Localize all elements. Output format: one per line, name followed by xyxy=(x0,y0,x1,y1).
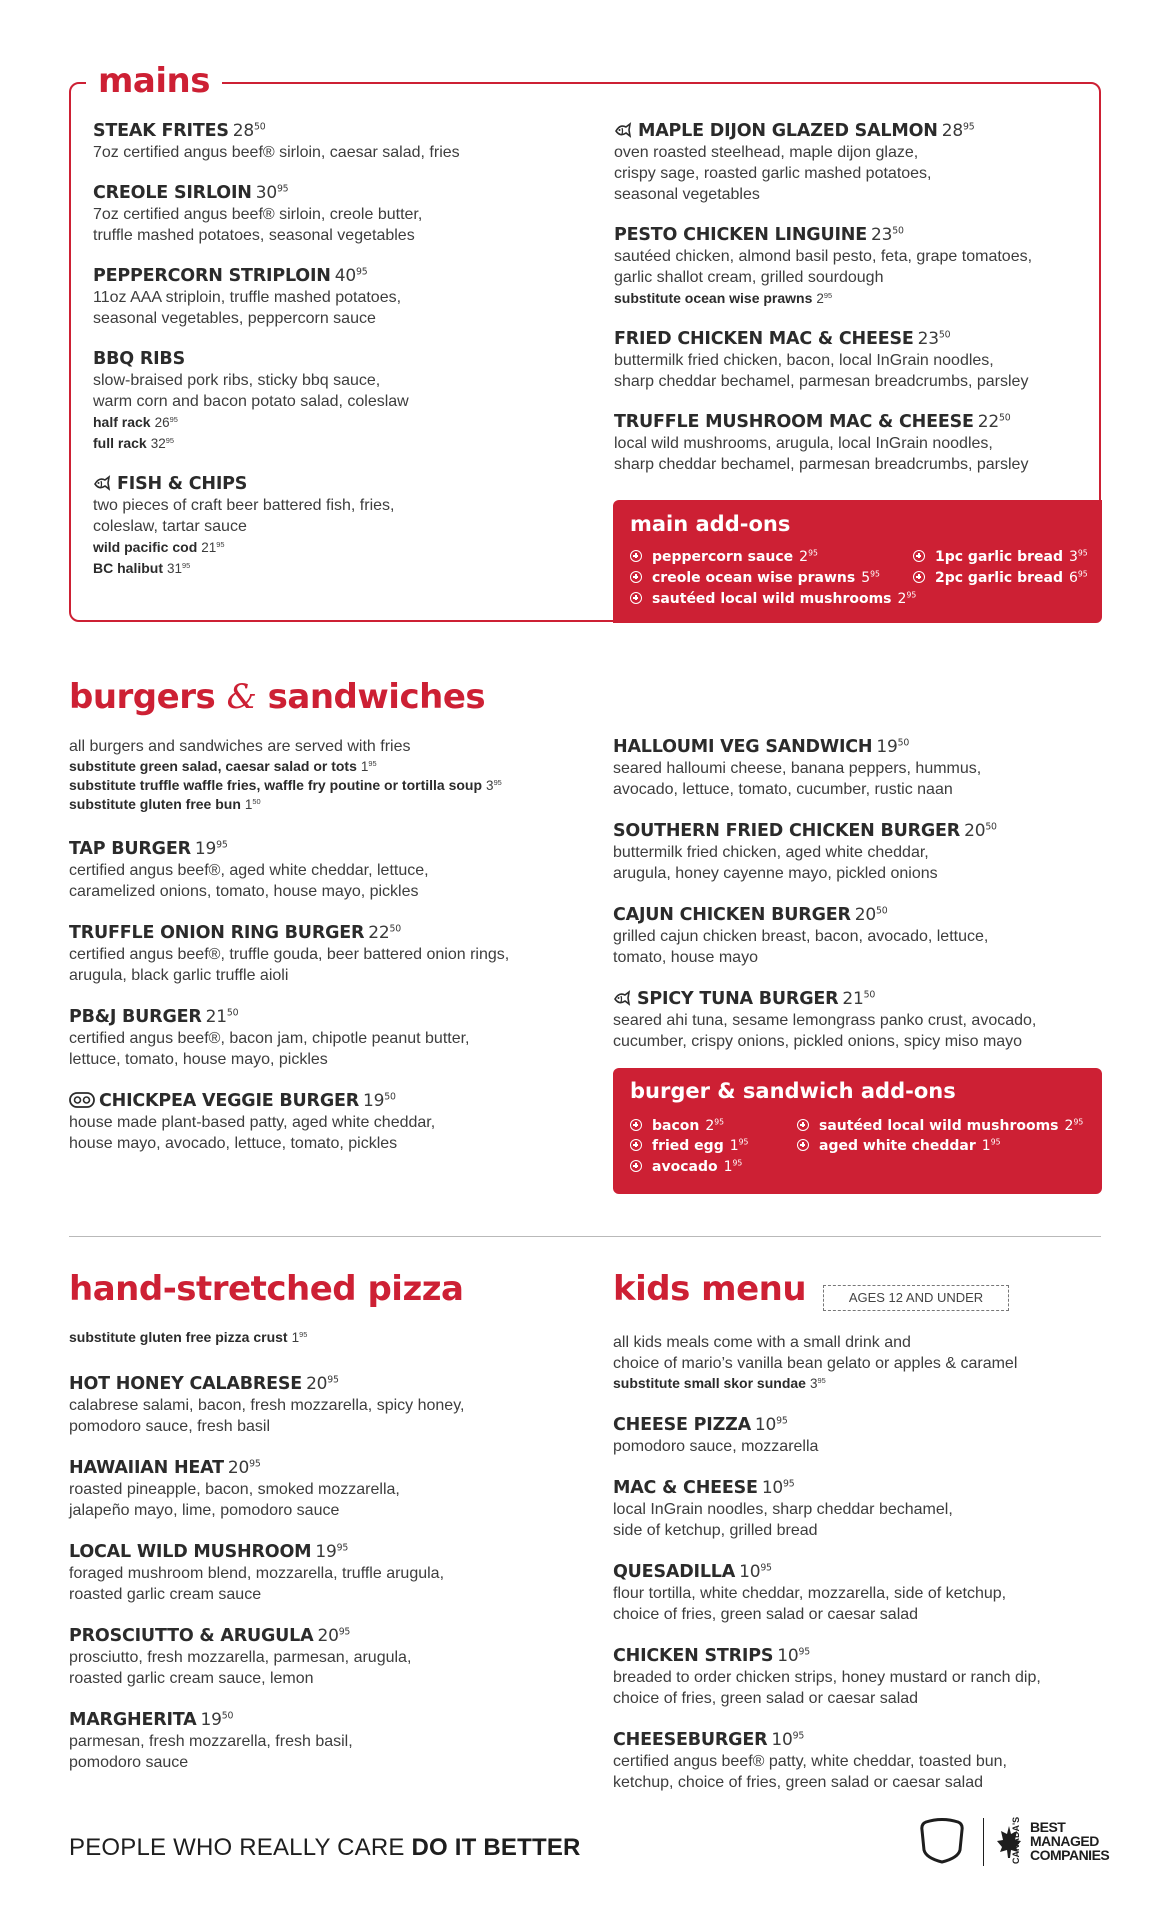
menu-item-price: $10^{95}$ xyxy=(754,1415,788,1435)
menu-item xyxy=(69,1457,609,1521)
sustainable-fish-icon xyxy=(613,990,631,1006)
menu-item xyxy=(613,988,1103,1052)
menu-item-description: roasted garlic cream sauce xyxy=(69,1586,262,1603)
menu-item-name: TRUFFLE ONION RING BURGER $22^{50}$ xyxy=(69,923,402,943)
menu-item-price: $20^{95}$ xyxy=(306,1374,339,1394)
mains-title: mains xyxy=(98,61,210,101)
addon-price: $3^{95}$ xyxy=(1068,548,1088,565)
menu-item-option: half rack $26^{95}$ xyxy=(93,414,178,430)
kids-intro-line-2: choice of mario’s vanilla bean gelato or apples & caramel xyxy=(613,1355,1018,1372)
menu-item-description: truffle mashed potatoes, seasonal vegetables xyxy=(93,227,415,244)
plus-circle-icon xyxy=(630,1119,642,1131)
menu-item-option-price: $21^{95}$ xyxy=(201,539,225,555)
addon-item: aged white cheddar $1^{95}$ xyxy=(797,1136,1001,1156)
menu-item-description: choice of fries, green salad or caesar salad xyxy=(613,1690,919,1707)
kids-sub-price: $3^{95}$ xyxy=(809,1375,826,1391)
menu-item-price: $20^{95}$ xyxy=(227,1458,261,1478)
menu-item-price: $21^{50}$ xyxy=(205,1007,239,1027)
section-divider xyxy=(69,1236,1101,1237)
burgers-intro-option-price: $1^{95}$ xyxy=(360,758,377,774)
menu-item-price: $23^{50}$ xyxy=(870,225,904,245)
menu-item-name: TRUFFLE MUSHROOM MAC & CHEESE $22^{50}$ xyxy=(614,412,1011,432)
menu-item xyxy=(93,120,593,163)
award-line-2: MANAGED xyxy=(1030,1833,1099,1849)
menu-item-description: pomodoro sauce xyxy=(69,1754,189,1771)
addon-item: avocado $1^{95}$ xyxy=(630,1157,742,1177)
menu-item-option: substitute ocean wise prawns $2^{95}$ xyxy=(614,290,833,306)
menu-item-description: seasonal vegetables, peppercorn sauce xyxy=(93,310,376,327)
menu-item-option-price: $31^{95}$ xyxy=(167,560,191,576)
addon-item: sautéed local wild mushrooms $2^{95}$ xyxy=(797,1116,1083,1136)
addon-price: $2^{95}$ xyxy=(799,548,818,565)
menu-item-name: MAPLE DIJON GLAZED SALMON $28^{95}$ xyxy=(614,120,1094,142)
burgers-intro-option: substitute truffle waffle fries, waffle fry poutine or tortilla soup $3^{95}$ xyxy=(69,777,502,793)
mains-left-column xyxy=(93,120,593,598)
plus-circle-icon xyxy=(630,571,642,583)
burgers-title-ampersand: & xyxy=(226,677,257,717)
sustainable-fish-icon xyxy=(93,475,111,491)
burgers-left-column xyxy=(69,838,609,1174)
menu-item-description: certified angus beef®, aged white cheddar, lettuce, xyxy=(69,862,429,879)
menu-item-option: wild pacific cod $21^{95}$ xyxy=(93,539,225,555)
award-line-3: COMPANIES xyxy=(1030,1847,1110,1863)
menu-item xyxy=(69,1090,609,1154)
menu-item-name: MAC & CHEESE $10^{95}$ xyxy=(613,1478,795,1498)
kids-intro xyxy=(613,1332,1103,1393)
menu-item-description: local wild mushrooms, arugula, local InGrain noodles, xyxy=(614,435,993,452)
addon-item: 2pc garlic bread $6^{95}$ xyxy=(913,568,1088,588)
menu-item-name: TAP BURGER $19^{95}$ xyxy=(69,839,228,859)
menu-item xyxy=(613,1414,1103,1457)
tagline xyxy=(69,1834,581,1862)
menu-item-name: PB&J BURGER $21^{50}$ xyxy=(69,1007,239,1027)
menu-item xyxy=(614,120,1094,205)
menu-item-description: ketchup, choice of fries, green salad or caesar salad xyxy=(613,1774,983,1791)
menu-item-description: seared halloumi cheese, banana peppers, hummus, xyxy=(613,760,982,777)
menu-item xyxy=(93,348,593,454)
menu-item-price: $10^{95}$ xyxy=(761,1478,795,1498)
menu-item-description: pomodoro sauce, mozzarella xyxy=(613,1438,819,1455)
menu-item-description: grilled cajun chicken breast, bacon, avocado, lettuce, xyxy=(613,928,989,945)
burgers-intro xyxy=(69,736,609,814)
pizza-column xyxy=(69,1373,609,1793)
menu-item-name: STEAK FRITES $28^{50}$ xyxy=(93,121,266,141)
menu-item-description: choice of fries, green salad or caesar salad xyxy=(613,1606,919,1623)
menu-item-price: $28^{50}$ xyxy=(232,121,266,141)
menu-item-description: avocado, lettuce, tomato, cucumber, rustic naan xyxy=(613,781,953,798)
menu-item-description: oven roasted steelhead, maple dijon glaze, xyxy=(614,144,919,161)
addon-price: $6^{95}$ xyxy=(1068,569,1088,586)
kids-title: kids menu xyxy=(613,1269,807,1309)
menu-item xyxy=(69,1006,609,1070)
addon-item: creole ocean wise prawns $5^{95}$ xyxy=(630,568,880,588)
footer-separator xyxy=(983,1818,984,1866)
menu-item-description: certified angus beef®, bacon jam, chipotle peanut butter, xyxy=(69,1030,470,1047)
ages-badge: AGES 12 AND UNDER xyxy=(823,1285,1009,1311)
menu-item-option-price: $2^{95}$ xyxy=(816,290,833,306)
kids-sub-label: substitute small skor sundae xyxy=(613,1375,806,1391)
menu-item-price: $19^{50}$ xyxy=(876,737,910,757)
burgers-intro-text: all burgers and sandwiches are served with fries xyxy=(69,738,411,755)
menu-item-option: full rack $32^{95}$ xyxy=(93,435,174,451)
menu-item xyxy=(613,904,1103,968)
menu-item xyxy=(93,265,593,329)
addon-price: $2^{95}$ xyxy=(1064,1117,1084,1134)
menu-item-name: QUESADILLA $10^{95}$ xyxy=(613,1562,772,1582)
menu-item-price: $10^{95}$ xyxy=(739,1562,772,1582)
mains-title-wrap xyxy=(86,61,222,102)
menu-item-description: two pieces of craft beer battered fish, fries, xyxy=(93,497,395,514)
menu-item-description: buttermilk fried chicken, bacon, local InGrain noodles, xyxy=(614,352,994,369)
burger-addons-box xyxy=(613,1068,1102,1194)
plus-circle-icon xyxy=(913,550,925,562)
addon-item: sautéed local wild mushrooms $2^{95}$ xyxy=(630,589,916,609)
addon-item: fried egg $1^{95}$ xyxy=(630,1136,748,1156)
menu-item xyxy=(69,1373,609,1437)
menu-item-description: flour tortilla, white cheddar, mozzarella, side of ketchup, xyxy=(613,1585,1007,1602)
addon-price: $1^{95}$ xyxy=(729,1137,749,1154)
menu-item-description: house mayo, avocado, lettuce, tomato, pickles xyxy=(69,1135,398,1152)
menu-item-name: LOCAL WILD MUSHROOM $19^{95}$ xyxy=(69,1542,349,1562)
menu-item-price: $19^{50}$ xyxy=(363,1091,396,1111)
menu-item xyxy=(614,224,1094,309)
menu-item-description: breaded to order chicken strips, honey mustard or ranch dip, xyxy=(613,1669,1041,1686)
menu-item xyxy=(614,411,1094,475)
plus-circle-icon xyxy=(797,1119,809,1131)
menu-item-option-price: $26^{95}$ xyxy=(154,414,178,430)
menu-item-price: $40^{95}$ xyxy=(334,266,368,286)
plus-circle-icon xyxy=(630,1139,642,1151)
menu-item-name: CREOLE SIRLOIN $30^{95}$ xyxy=(93,183,289,203)
menu-item xyxy=(69,1625,609,1689)
pizza-sub-price: $1^{95}$ xyxy=(291,1329,308,1345)
pizza-title: hand-stretched pizza xyxy=(69,1269,464,1309)
tagline-bold: DO IT BETTER xyxy=(411,1834,581,1861)
menu-item-price: $22^{50}$ xyxy=(368,923,402,943)
menu-item-description: roasted pineapple, bacon, smoked mozzarella, xyxy=(69,1481,400,1498)
menu-item-description: lettuce, tomato, house mayo, pickles xyxy=(69,1051,328,1068)
menu-item-description: arugula, honey cayenne mayo, pickled onions xyxy=(613,865,938,882)
menu-item-description: warm corn and bacon potato salad, coleslaw xyxy=(93,393,409,410)
addon-price: $2^{95}$ xyxy=(897,590,917,607)
burgers-intro-option-price: $3^{95}$ xyxy=(486,777,502,793)
menu-item xyxy=(614,328,1094,392)
menu-item xyxy=(613,820,1103,884)
burgers-intro-option: substitute green salad, caesar salad or tots $1^{95}$ xyxy=(69,758,377,774)
kids-intro-line-1: all kids meals come with a small drink and xyxy=(613,1334,911,1351)
addon-item: peppercorn sauce $2^{95}$ xyxy=(630,547,818,567)
menu-item-name: BBQ RIBS xyxy=(93,349,185,369)
burgers-title-word2: sandwiches xyxy=(267,677,486,717)
menu-item-name: PESTO CHICKEN LINGUINE $23^{50}$ xyxy=(614,225,904,245)
menu-item-description: sharp cheddar bechamel, parmesan breadcrumbs, parsley xyxy=(614,373,1029,390)
menu-item-name: PROSCIUTTO & ARUGULA $20^{95}$ xyxy=(69,1626,351,1646)
menu-item-description: sharp cheddar bechamel, parmesan breadcrumbs, parsley xyxy=(614,456,1029,473)
menu-item-price: $10^{95}$ xyxy=(777,1646,810,1666)
menu-item-description: jalapeño mayo, lime, pomodoro sauce xyxy=(69,1502,340,1519)
sustainable-fish-icon xyxy=(614,122,632,138)
menu-item-description: parmesan, fresh mozzarella, fresh basil, xyxy=(69,1733,353,1750)
menu-item-name: CHICKEN STRIPS $10^{95}$ xyxy=(613,1646,810,1666)
menu-item-description: caramelized onions, tomato, house mayo, pickles xyxy=(69,883,419,900)
menu-item-price: $10^{95}$ xyxy=(771,1730,805,1750)
menu-item-description: 7oz certified angus beef® sirloin, creole butter, xyxy=(93,206,423,223)
menu-item-price: $19^{50}$ xyxy=(200,1710,234,1730)
menu-item-description: coleslaw, tartar sauce xyxy=(93,518,247,535)
menu-item-description: house made plant-based patty, aged white cheddar, xyxy=(69,1114,436,1131)
menu-item-description: pomodoro sauce, fresh basil xyxy=(69,1418,270,1435)
menu-item-price: $21^{50}$ xyxy=(842,989,876,1009)
award-text xyxy=(1030,1820,1109,1862)
tagline-light: PEOPLE WHO REALLY CARE xyxy=(69,1834,405,1861)
addon-price: $2^{95}$ xyxy=(705,1117,725,1134)
menu-item-description: prosciutto, fresh mozzarella, parmesan, arugula, xyxy=(69,1649,412,1666)
menu-item-price: $22^{50}$ xyxy=(977,412,1011,432)
menu-item xyxy=(69,1709,609,1773)
menu-item-description: local InGrain noodles, sharp cheddar bechamel, xyxy=(613,1501,953,1518)
menu-item-name: CHEESE PIZZA $10^{95}$ xyxy=(613,1415,788,1435)
menu-item-description: calabrese salami, bacon, fresh mozzarella, spicy honey, xyxy=(69,1397,465,1414)
menu-item xyxy=(69,838,609,902)
addon-price: $1^{95}$ xyxy=(723,1158,743,1175)
vegetarian-icon xyxy=(69,1092,95,1108)
award-vertical-text: CANADA'S xyxy=(1011,1816,1021,1864)
menu-item-option: BC halibut $31^{95}$ xyxy=(93,560,191,576)
menu-item-name: CHEESEBURGER $10^{95}$ xyxy=(613,1730,805,1750)
menu-item-description: cucumber, crispy onions, pickled onions, spicy miso mayo xyxy=(613,1033,1023,1050)
menu-item-description: certified angus beef®, truffle gouda, beer battered onion rings, xyxy=(69,946,510,963)
menu-item-price: $20^{50}$ xyxy=(854,905,888,925)
addon-item: bacon $2^{95}$ xyxy=(630,1116,724,1136)
menu-item-description: buttermilk fried chicken, aged white cheddar, xyxy=(613,844,929,861)
plus-circle-icon xyxy=(630,592,642,604)
shield-logo-icon xyxy=(920,1818,964,1864)
menu-item-description: sautéed chicken, almond basil pesto, feta, grape tomatoes, xyxy=(614,248,1033,265)
menu-item-description: side of ketchup, grilled bread xyxy=(613,1522,818,1539)
kids-column xyxy=(613,1414,1103,1813)
menu-item-price: $28^{95}$ xyxy=(941,121,975,141)
menu-item xyxy=(613,736,1103,800)
pizza-sub xyxy=(69,1327,609,1348)
menu-item-name: CHICKPEA VEGGIE BURGER $19^{50}$ xyxy=(69,1090,609,1112)
main-addons-title: main add-ons xyxy=(630,512,791,536)
menu-item-description: 7oz certified angus beef® sirloin, caesar salad, fries xyxy=(93,144,460,161)
menu-item-description: seared ahi tuna, sesame lemongrass panko crust, avocado, xyxy=(613,1012,1037,1029)
menu-item-name: SOUTHERN FRIED CHICKEN BURGER $20^{50}$ xyxy=(613,821,997,841)
plus-circle-icon xyxy=(797,1139,809,1151)
menu-item xyxy=(69,1541,609,1605)
menu-item-name: SPICY TUNA BURGER $21^{50}$ xyxy=(613,988,1103,1010)
menu-item-price: $23^{50}$ xyxy=(917,329,951,349)
burgers-title xyxy=(69,677,486,717)
menu-item xyxy=(613,1561,1103,1625)
menu-item-name: FRIED CHICKEN MAC & CHEESE $23^{50}$ xyxy=(614,329,951,349)
plus-circle-icon xyxy=(630,550,642,562)
menu-item-price: $30^{95}$ xyxy=(255,183,289,203)
menu-item xyxy=(613,1729,1103,1793)
menu-item-price: $20^{95}$ xyxy=(317,1626,351,1646)
menu-item xyxy=(93,473,593,579)
menu-item-name: FISH & CHIPS xyxy=(93,473,593,495)
menu-item-name: PEPPERCORN STRIPLOIN $40^{95}$ xyxy=(93,266,368,286)
menu-item-description: certified angus beef® patty, white cheddar, toasted bun, xyxy=(613,1753,1007,1770)
menu-item xyxy=(69,922,609,986)
menu-item-name: CAJUN CHICKEN BURGER $20^{50}$ xyxy=(613,905,888,925)
menu-item-name: HALLOUMI VEG SANDWICH $19^{50}$ xyxy=(613,737,910,757)
menu-item-price: $19^{95}$ xyxy=(194,839,228,859)
menu-item xyxy=(613,1645,1103,1709)
burgers-intro-option-price: $1^{50}$ xyxy=(244,796,261,812)
menu-item-price: $20^{50}$ xyxy=(964,821,997,841)
menu-item-description: foraged mushroom blend, mozzarella, truffle arugula, xyxy=(69,1565,445,1582)
menu-item-description: arugula, black garlic truffle aioli xyxy=(69,967,289,984)
menu-item-description: seasonal vegetables xyxy=(614,186,760,203)
menu-item-description: crispy sage, roasted garlic mashed potatoes, xyxy=(614,165,932,182)
menu-item-name: HAWAIIAN HEAT $20^{95}$ xyxy=(69,1458,261,1478)
menu-item-name: MARGHERITA $19^{50}$ xyxy=(69,1710,234,1730)
menu-item xyxy=(93,182,593,246)
menu-item-description: garlic shallot cream, grilled sourdough xyxy=(614,269,884,286)
burger-addons-title: burger & sandwich add-ons xyxy=(630,1079,956,1103)
menu-item-description: 11oz AAA striploin, truffle mashed potatoes, xyxy=(93,289,402,306)
plus-circle-icon xyxy=(630,1160,642,1172)
award-line-1: BEST xyxy=(1030,1819,1066,1835)
burgers-right-column xyxy=(613,736,1103,1072)
mains-right-column xyxy=(614,120,1094,494)
menu-item-description: slow-braised pork ribs, sticky bbq sauce, xyxy=(93,372,381,389)
menu-item xyxy=(613,1477,1103,1541)
menu-item-description: roasted garlic cream sauce, lemon xyxy=(69,1670,314,1687)
menu-item-name: HOT HONEY CALABRESE $20^{95}$ xyxy=(69,1374,339,1394)
addon-item: 1pc garlic bread $3^{95}$ xyxy=(913,547,1088,567)
main-addons-box xyxy=(613,500,1102,623)
pizza-sub-label: substitute gluten free pizza crust xyxy=(69,1329,288,1345)
addon-price: $1^{95}$ xyxy=(981,1137,1001,1154)
burgers-title-word1: burgers xyxy=(69,677,216,717)
burgers-intro-option: substitute gluten free bun $1^{50}$ xyxy=(69,796,261,812)
menu-item-option-price: $32^{95}$ xyxy=(150,435,174,451)
menu-item-description: tomato, house mayo xyxy=(613,949,758,966)
menu-item-price: $19^{95}$ xyxy=(315,1542,349,1562)
plus-circle-icon xyxy=(913,571,925,583)
addon-price: $5^{95}$ xyxy=(861,569,880,586)
